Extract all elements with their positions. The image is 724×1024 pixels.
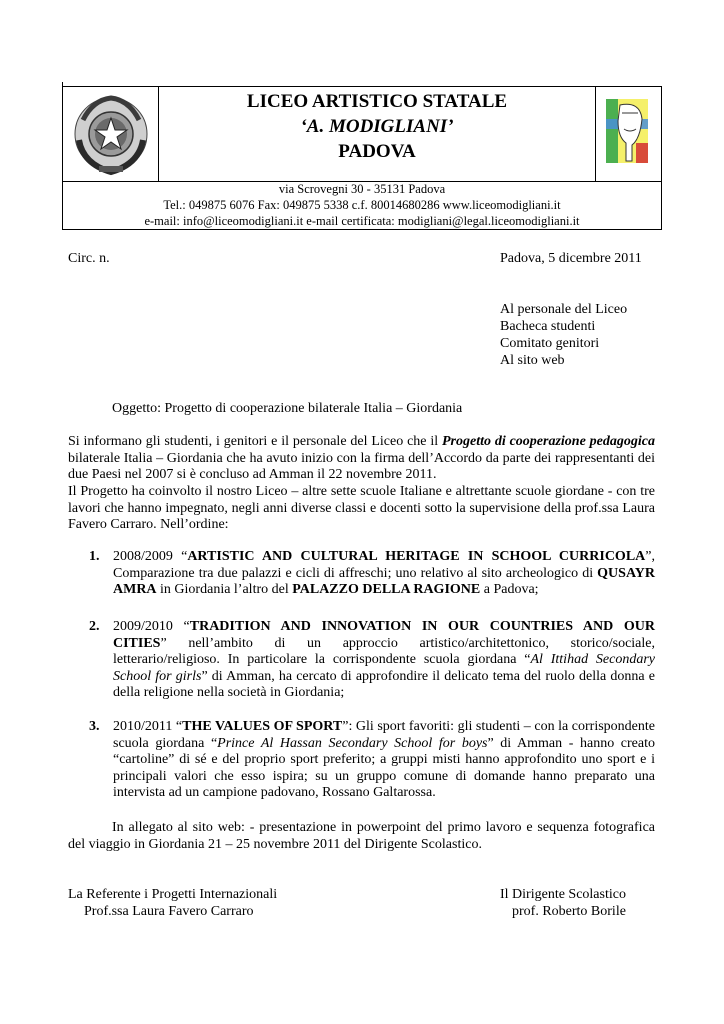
school-email: e-mail: info@liceomodigliani.it e-mail certificata: modigliani@legal.liceomodigliani.it <box>144 214 580 228</box>
school-name-line1: LICEO ARTISTICO STATALE <box>246 91 508 112</box>
school-logo-icon <box>606 99 648 163</box>
item-year: 2010/2011 “ <box>113 719 183 734</box>
list-item <box>113 549 655 599</box>
list-item <box>113 719 655 802</box>
item-text: ”: Gli sport favoriti: gli studenti – con la corrispondente scuola giordana “ <box>113 719 656 751</box>
signature-left-name: Prof.ssa Laura Favero Carraro <box>84 904 254 919</box>
item-school: Al Ittihad Secondary School for girls <box>113 652 655 684</box>
recipient: Al sito web <box>500 353 565 368</box>
item-text: ”, Comparazione tra due palazzi e cicli di affreschi; uno relativo al sito archeologico di <box>113 549 655 581</box>
item-text: ” di Amman, ha cercato di approfondire il delicato tema del ruolo della donna e della religione nella società in Giordania; <box>113 668 655 700</box>
list-item <box>113 619 655 702</box>
item-text: in Giordania l’altro del <box>156 582 293 597</box>
item-text: ” nell’ambito di un approccio artistico/architettonico, storico/sociale, letterario/religioso. In particolare la corrispondente scuola giordana “ <box>113 635 655 667</box>
attachment-paragraph: In allegato al sito web: - presentazione in powerpoint del primo lavoro e sequenza fotografica del viaggio in Giordania 21 – 25 novembre 2011 del Dirigente Scolastico. <box>68 820 655 852</box>
recipient: Al personale del Liceo <box>500 302 628 317</box>
school-name <box>159 89 595 164</box>
subject-line: Oggetto: Progetto di cooperazione bilaterale Italia – Giordania <box>112 401 463 416</box>
item-site: QUSAYR AMRA <box>113 565 655 597</box>
item-site: PALAZZO DELLA RAGIONE <box>292 582 481 597</box>
school-city: PADOVA <box>338 141 416 162</box>
school-address: via Scrovegni 30 - 35131 Padova <box>278 182 446 196</box>
school-phone-fax: Tel.: 049875 6076 Fax: 049875 5338 c.f. 80014680286 www.liceomodigliani.it <box>163 198 561 212</box>
signature-left-role: La Referente i Progetti Internazionali <box>68 887 278 902</box>
list-item-number: 1. <box>89 549 100 564</box>
circular-number: Circ. n. <box>68 251 110 266</box>
intro-text: bilaterale Italia – Giordania che ha avuto inizio con la firma dell’Accordo da parte dei rappresentanti dei due Paesi nel 2007 si è concluso ad Amman il 22 novembre 2011. <box>68 450 655 482</box>
italian-republic-emblem-icon <box>69 90 153 178</box>
project-name: Progetto di cooperazione pedagogica <box>442 434 655 449</box>
signature-right-name: prof. Roberto Borile <box>512 904 626 919</box>
item-title: THE VALUES OF SPORT <box>182 719 343 734</box>
logo-cell <box>595 87 661 181</box>
item-text: a Padova; <box>480 582 539 597</box>
item-year: 2009/2010 “ <box>113 619 190 634</box>
recipients-list <box>500 301 627 369</box>
intro-paragraph <box>68 434 655 484</box>
letterhead-box <box>62 86 662 182</box>
letterhead-contacts <box>62 181 662 230</box>
school-name-line2: ‘A. MODIGLIANI’ <box>300 116 454 137</box>
item-text: ” di Amman - hanno creato “cartoline” di sé e del proprio sport preferito; a gruppi misti hanno approfondito uno sport e i principali valori che esso ispira; su un gruppo comune di domande hanno preparato una intervista ad un campione padovano, Rossano Galtarossa. <box>113 735 655 800</box>
item-title: TRADITION AND INNOVATION IN OUR COUNTRIES AND OUR CITIES <box>113 619 655 651</box>
emblem-cell <box>63 87 159 181</box>
intro-text: Si informano gli studenti, i genitori e il personale del Liceo che il <box>68 434 442 449</box>
list-item-number: 2. <box>89 619 100 634</box>
recipient: Bacheca studenti <box>500 319 596 334</box>
signature-right-role: Il Dirigente Scolastico <box>500 887 626 902</box>
recipient: Comitato genitori <box>500 336 600 351</box>
project-paragraph: Il Progetto ha coinvolto il nostro Liceo – altre sette scuole Italiane e altrettante scuole giordane - con tre lavori che hanno impegnato, negli anni diverse classi e docenti sotto la supervisione della prof.ssa Laura Favero Carraro. Nell’ordine: <box>68 484 655 532</box>
list-item-number: 3. <box>89 719 100 734</box>
item-school: Prince Al Hassan Secondary School for boys <box>217 735 488 751</box>
item-title: ARTISTIC AND CULTURAL HERITAGE IN SCHOOL CURRICOLA <box>187 549 646 564</box>
item-year: 2008/2009 “ <box>113 549 188 564</box>
letter-date: Padova, 5 dicembre 2011 <box>500 251 642 266</box>
